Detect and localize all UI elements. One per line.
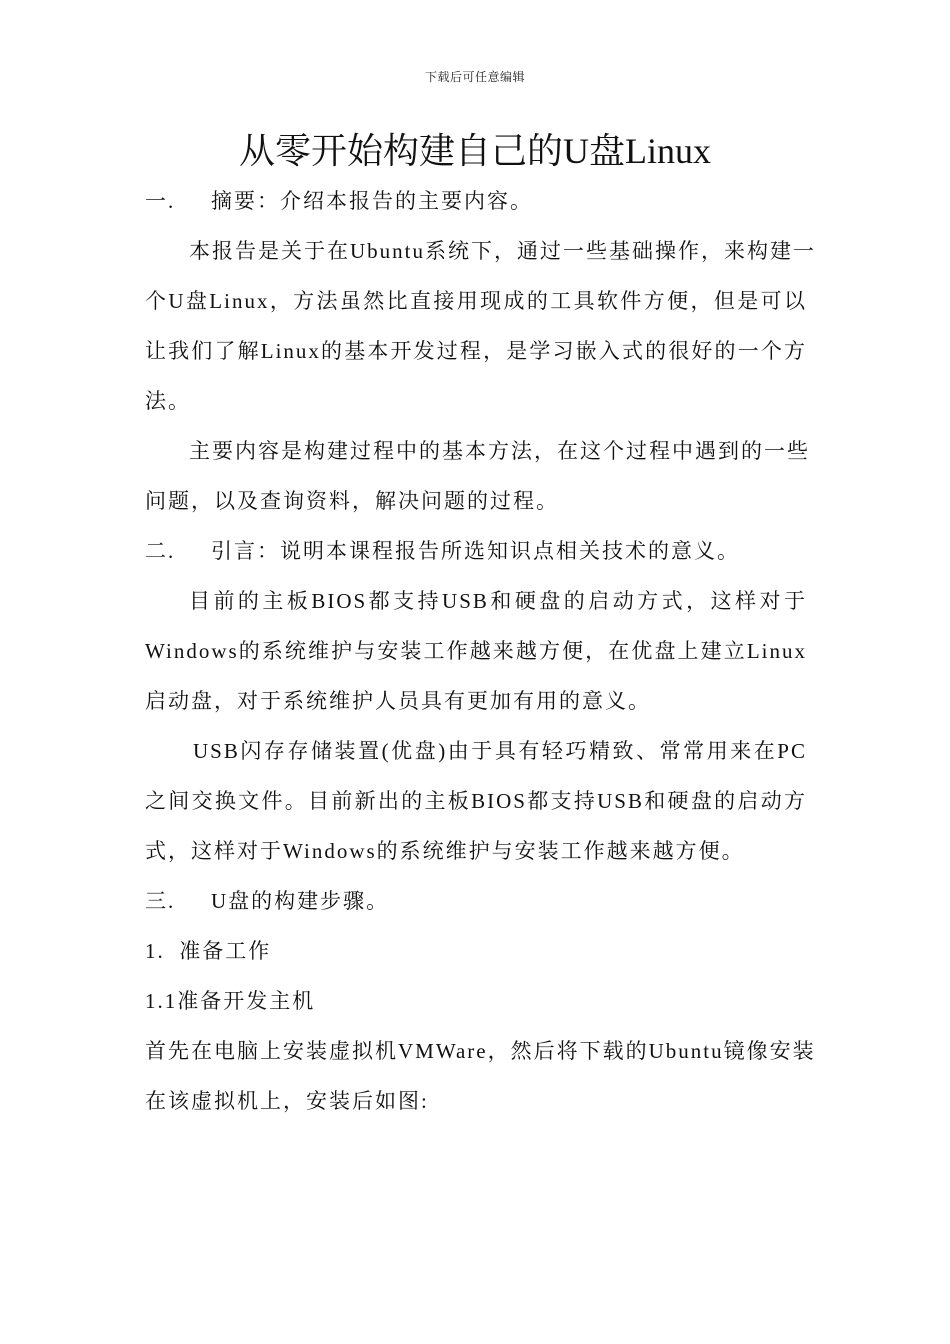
section-title: U盘的构建步骤。 — [211, 889, 390, 913]
paragraph-line: 法。 — [145, 389, 191, 413]
document-title: 从零开始构建自己的U盘Linux — [239, 131, 711, 171]
section-heading-2 — [145, 526, 807, 576]
paragraph-line: 个U盘Linux，方法虽然比直接用现成的工具软件方便，但是可以 — [145, 289, 807, 313]
paragraph-line: 首先在电脑上安装虚拟机VMWare，然后将下载的Ubuntu镜像安装 — [145, 1039, 816, 1063]
header-note: 下载后可任意编辑 — [424, 70, 525, 84]
subheading-step-1-1: 1.1准备开发主机 — [145, 989, 316, 1013]
paragraph-line: 启动盘，对于系统维护人员具有更加有用的意义。 — [145, 689, 651, 713]
paragraph-line: Windows的系统维护与安装工作越来越方便，在优盘上建立Linux — [145, 639, 807, 663]
section-number: 一. — [145, 189, 176, 213]
paragraph-line: 本报告是关于在Ubuntu系统下，通过一些基础操作，来构建一 — [189, 239, 816, 263]
paragraph-line: 式，这样对于Windows的系统维护与安装工作越来越方便。 — [145, 839, 745, 863]
paragraph-line: 之间交换文件。目前新出的主板BIOS都支持USB和硬盘的启动方 — [145, 789, 807, 813]
paragraph-line: 问题，以及查询资料，解决问题的过程。 — [145, 489, 559, 513]
section-heading-1 — [145, 176, 807, 226]
section-title: 摘要：介绍本报告的主要内容。 — [211, 189, 533, 213]
paragraph-line: USB闪存存储装置(优盘)由于具有轻巧精致、常常用来在PC — [193, 739, 807, 763]
section-title: 引言：说明本课程报告所选知识点相关技术的意义。 — [211, 539, 740, 563]
subheading-step-1: 1. 准备工作 — [145, 939, 272, 963]
paragraph-line: 目前的主板BIOS都支持USB和硬盘的启动方式，这样对于 — [189, 589, 807, 613]
paragraph-line: 让我们了解Linux的基本开发过程，是学习嵌入式的很好的一个方 — [145, 339, 807, 363]
section-heading-3 — [145, 876, 807, 926]
document-body — [145, 176, 816, 1126]
paragraph-line: 主要内容是构建过程中的基本方法，在这个过程中遇到的一些 — [189, 439, 810, 463]
section-number: 三. — [145, 889, 176, 913]
paragraph-line: 在该虚拟机上，安装后如图: — [145, 1089, 429, 1113]
section-number: 二. — [145, 539, 176, 563]
